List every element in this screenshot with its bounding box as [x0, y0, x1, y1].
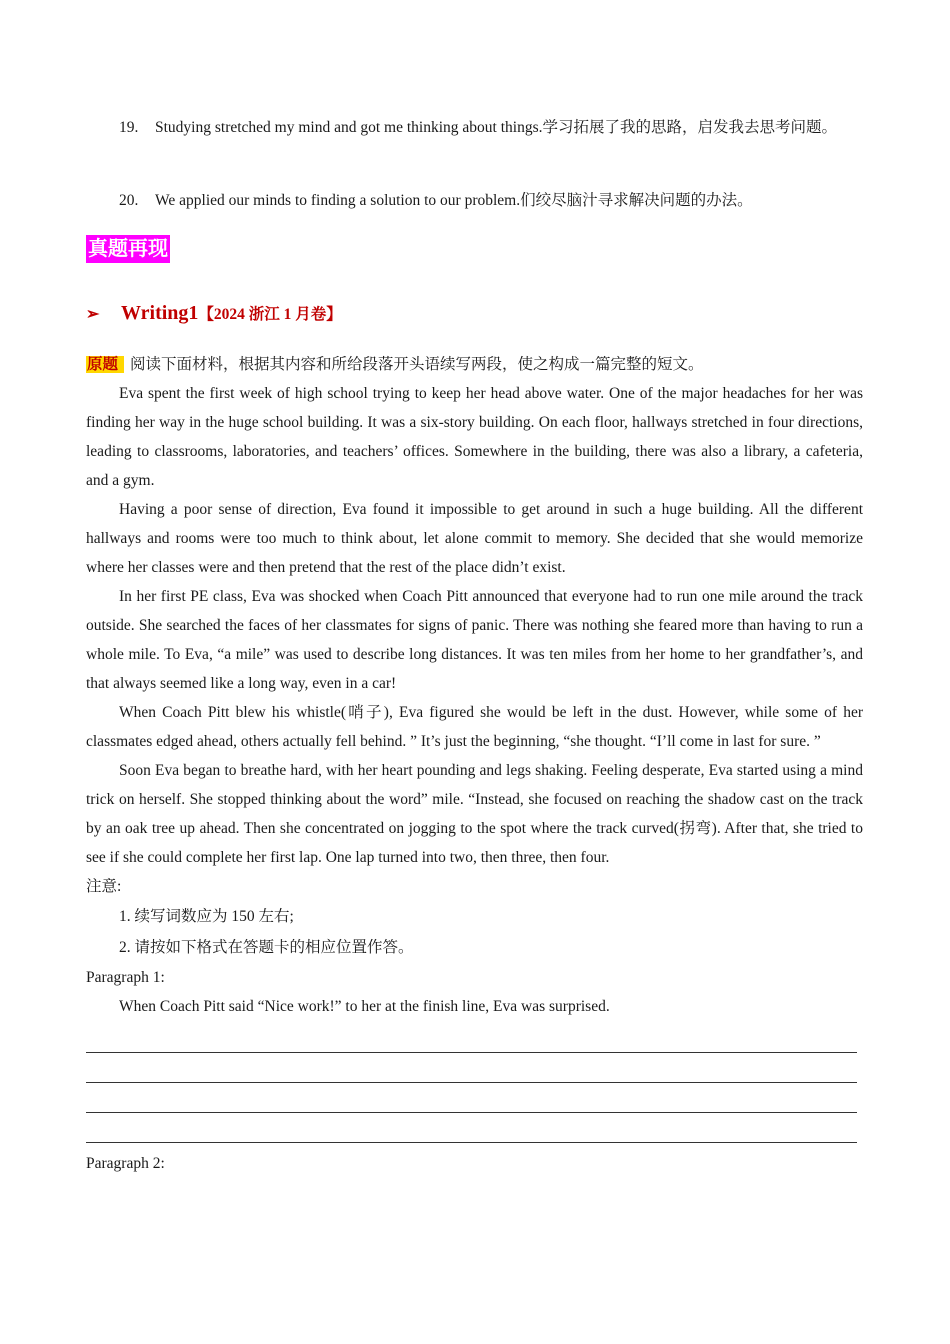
writing-title: Writing1: [121, 302, 199, 324]
note-item: 2. 请按如下格式在答题卡的相应位置作答。: [119, 939, 414, 956]
task-body: [86, 350, 863, 1178]
arrow-icon: ➢: [86, 306, 100, 323]
writing-source: 【2024 浙江 1 月卷】: [198, 306, 342, 323]
task-instruction: 阅读下面材料，根据其内容和所给段落开头语续写两段，使之构成一篇完整的短文。: [130, 356, 704, 373]
task-label: 原题: [86, 356, 124, 373]
answer-line[interactable]: [86, 1053, 857, 1083]
answer-line[interactable]: [86, 1113, 857, 1143]
item-text: Studying stretched my mind and got me thinking about things.学习拓展了我的思路，启发我去思考问题。: [155, 119, 837, 136]
paragraph1-label: Paragraph 1:: [86, 969, 165, 986]
item-number: 20.: [119, 192, 139, 209]
passage-paragraph: Eva spent the first week of high school trying to keep her head above water. One of the major headaches for her was finding her way in the huge school building. It was a six-story building. On each floor, hallways stretched in four directions, leading to classrooms, laboratories, and teachers’ offices. Somewhere in the building, there was also a library, a cafeteria, and a gym.: [86, 385, 863, 489]
numbered-item-20: [119, 183, 863, 218]
notes-heading: 注意:: [86, 878, 122, 895]
note-item: 1. 续写词数应为 150 左右;: [119, 908, 294, 925]
writing-heading: [86, 298, 342, 330]
item-number: 19.: [119, 119, 139, 136]
item-text: We applied our minds to finding a solution to our problem.们绞尽脑汁寻求解决问题的办法。: [155, 192, 753, 209]
answer-line[interactable]: [86, 1083, 857, 1113]
paragraph1-opening: When Coach Pitt said “Nice work!” to her at the finish line, Eva was surprised.: [119, 998, 610, 1015]
passage-paragraph: In her first PE class, Eva was shocked when Coach Pitt announced that everyone had to run one mile around the track outside. She searched the faces of her classmates for signs of panic. There was nothing she feared more than having to run a whole mile. To Eva, “a mile” was used to describe long distances. It was ten miles from her home to her grandfather’s, and that always seemed like a long way, even in a car!: [86, 588, 863, 692]
task-instruction-line: [86, 350, 863, 379]
passage-paragraph: Soon Eva began to breathe hard, with her heart pounding and legs shaking. Feeling desperate, Eva started using a mind trick on herself. She stopped thinking about the word” mile. “Instead, she focused on reaching the shadow cast on the track by an oak tree up ahead. Then she concentrated on jogging to the spot where the track curved(拐弯). After that, she tried to see if she could complete her first lap. One lap turned into two, then three, then four.: [86, 762, 863, 866]
numbered-item-19: [119, 110, 863, 145]
passage-paragraph: When Coach Pitt blew his whistle(哨子), Eva figured she would be left in the dust. However, while some of her classmates edged ahead, others actually fell behind. ” It’s just the beginning, “she thought. “I’ll come in last for sure. ”: [86, 704, 863, 750]
passage-paragraph: Having a poor sense of direction, Eva found it impossible to get around in such a huge building. All the different hallways and rooms were too much to think about, let alone commit to memory. She decided that she would memorize where her classes were and then pretend that the rest of the place didn’t exist.: [86, 501, 863, 576]
paragraph2-label: Paragraph 2:: [86, 1155, 165, 1172]
answer-lines: [86, 1023, 863, 1143]
answer-line[interactable]: [86, 1023, 857, 1053]
section-tag: 真题再现: [86, 235, 170, 263]
